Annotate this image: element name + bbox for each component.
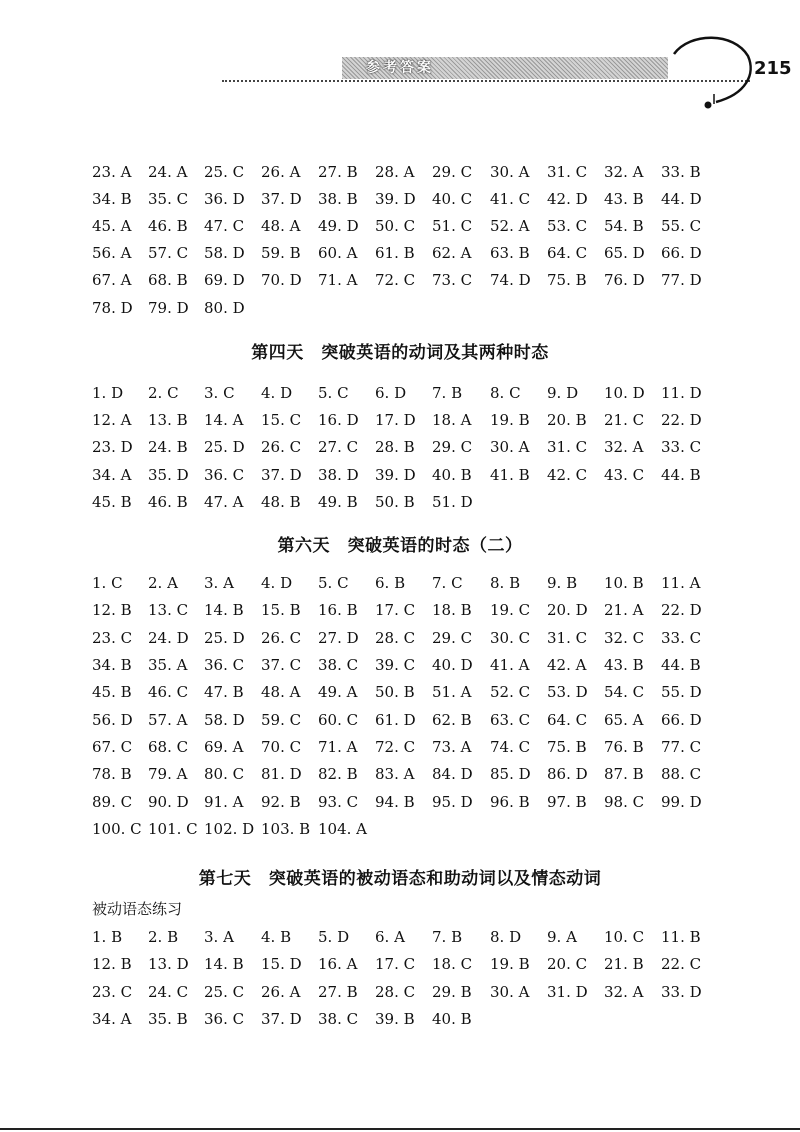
answer-item: 27. D xyxy=(318,629,359,647)
answer-item: 80. C xyxy=(204,765,245,783)
answer-item: 41. A xyxy=(490,656,530,674)
answer-item: 19. C xyxy=(490,601,531,619)
answer-item: 57. C xyxy=(148,244,189,262)
answer-item: 58. D xyxy=(204,244,245,262)
answer-row xyxy=(0,978,800,1006)
answer-item: 13. D xyxy=(148,955,189,973)
answer-item: 19. B xyxy=(490,411,530,429)
answer-item: 60. A xyxy=(318,244,358,262)
bottom-rule xyxy=(0,1128,800,1130)
answer-item: 45. B xyxy=(92,493,132,511)
answer-item: 97. B xyxy=(547,793,587,811)
answer-item: 27. B xyxy=(318,163,358,181)
answer-item: 16. D xyxy=(318,411,359,429)
answer-item: 24. C xyxy=(148,983,189,1001)
answer-item: 4. B xyxy=(261,928,292,946)
answer-item: 25. D xyxy=(204,438,245,456)
answer-item: 17. C xyxy=(375,601,416,619)
answer-item: 77. D xyxy=(661,271,702,289)
header-arc-ornament xyxy=(668,30,758,110)
answer-item: 56. D xyxy=(92,711,133,729)
answer-item: 67. A xyxy=(92,271,132,289)
answer-row xyxy=(0,788,800,816)
answer-item: 49. A xyxy=(318,683,358,701)
answer-item: 89. C xyxy=(92,793,133,811)
answer-item: 55. C xyxy=(661,217,702,235)
answer-item: 27. B xyxy=(318,983,358,1001)
answer-item: 13. C xyxy=(148,601,189,619)
answer-item: 33. D xyxy=(661,983,702,1001)
answer-row xyxy=(0,733,800,761)
answer-item: 95. D xyxy=(432,793,473,811)
answer-item: 47. C xyxy=(204,217,245,235)
answer-item: 13. B xyxy=(148,411,188,429)
answer-item: 1. D xyxy=(92,384,124,402)
answer-item: 37. D xyxy=(261,466,302,484)
answer-item: 37. D xyxy=(261,1010,302,1028)
answer-item: 44. B xyxy=(661,656,701,674)
answer-item: 66. D xyxy=(661,244,702,262)
answer-item: 7. C xyxy=(432,574,463,592)
answer-item: 25. D xyxy=(204,629,245,647)
answer-item: 62. B xyxy=(432,711,472,729)
answer-item: 63. B xyxy=(490,244,530,262)
answer-item: 1. B xyxy=(92,928,123,946)
answer-item: 70. D xyxy=(261,271,302,289)
answer-item: 18. A xyxy=(432,411,472,429)
answer-item: 14. B xyxy=(204,955,244,973)
answer-item: 12. B xyxy=(92,601,132,619)
answer-item: 38. C xyxy=(318,1010,359,1028)
answer-item: 98. C xyxy=(604,793,645,811)
answer-item: 71. A xyxy=(318,738,358,756)
answer-item: 46. B xyxy=(148,493,188,511)
answer-item: 92. B xyxy=(261,793,301,811)
answer-item: 103. B xyxy=(261,820,311,838)
answer-item: 73. A xyxy=(432,738,472,756)
answer-item: 60. C xyxy=(318,711,359,729)
answer-item: 23. C xyxy=(92,629,133,647)
answer-item: 20. C xyxy=(547,955,588,973)
answer-item: 31. D xyxy=(547,983,588,1001)
answer-item: 22. D xyxy=(661,411,702,429)
answer-item: 5. C xyxy=(318,574,349,592)
answer-item: 50. B xyxy=(375,493,415,511)
answer-item: 23. C xyxy=(92,983,133,1001)
answer-item: 9. B xyxy=(547,574,578,592)
answer-item: 49. D xyxy=(318,217,359,235)
answer-row xyxy=(0,185,800,213)
answer-item: 6. D xyxy=(375,384,407,402)
answer-item: 59. B xyxy=(261,244,301,262)
answer-item: 29. B xyxy=(432,983,472,1001)
answer-item: 14. B xyxy=(204,601,244,619)
answer-row xyxy=(0,923,800,951)
answer-row xyxy=(0,294,800,322)
answer-item: 26. C xyxy=(261,438,302,456)
answer-item: 46. B xyxy=(148,217,188,235)
answer-item: 8. D xyxy=(490,928,522,946)
answer-item: 54. C xyxy=(604,683,645,701)
answer-item: 36. C xyxy=(204,1010,245,1028)
answer-item: 75. B xyxy=(547,738,587,756)
answer-item: 50. C xyxy=(375,217,416,235)
answer-item: 39. D xyxy=(375,466,416,484)
answer-item: 39. D xyxy=(375,190,416,208)
answer-item: 9. D xyxy=(547,384,579,402)
answer-row xyxy=(0,760,800,788)
answer-item: 43. C xyxy=(604,466,645,484)
answer-item: 90. D xyxy=(148,793,189,811)
answer-item: 15. B xyxy=(261,601,301,619)
answer-item: 36. D xyxy=(204,190,245,208)
answer-item: 25. C xyxy=(204,163,245,181)
answer-item: 51. C xyxy=(432,217,473,235)
answer-item: 10. B xyxy=(604,574,644,592)
answer-item: 43. B xyxy=(604,190,644,208)
answer-item: 64. C xyxy=(547,244,588,262)
answer-item: 30. A xyxy=(490,438,530,456)
answer-item: 63. C xyxy=(490,711,531,729)
answer-item: 46. C xyxy=(148,683,189,701)
answer-item: 2. A xyxy=(148,574,178,592)
answer-item: 33. C xyxy=(661,438,702,456)
answer-item: 35. A xyxy=(148,656,188,674)
running-header-title: 参考答案 xyxy=(366,60,434,76)
answer-item: 59. C xyxy=(261,711,302,729)
answer-item: 20. D xyxy=(547,601,588,619)
answer-item: 10. C xyxy=(604,928,645,946)
answer-item: 48. A xyxy=(261,217,301,235)
answer-item: 87. B xyxy=(604,765,644,783)
answer-item: 93. C xyxy=(318,793,359,811)
answer-item: 49. B xyxy=(318,493,358,511)
answer-item: 81. D xyxy=(261,765,302,783)
answer-item: 7. B xyxy=(432,384,463,402)
answer-item: 74. C xyxy=(490,738,531,756)
answer-item: 94. B xyxy=(375,793,415,811)
answer-item: 42. C xyxy=(547,466,588,484)
answer-item: 82. B xyxy=(318,765,358,783)
answer-item: 104. A xyxy=(318,820,367,838)
answer-item: 36. C xyxy=(204,656,245,674)
answer-item: 35. C xyxy=(148,190,189,208)
answer-item: 77. C xyxy=(661,738,702,756)
answer-item: 69. D xyxy=(204,271,245,289)
answer-item: 45. B xyxy=(92,683,132,701)
answer-item: 35. B xyxy=(148,1010,188,1028)
answer-item: 17. D xyxy=(375,411,416,429)
answer-item: 78. B xyxy=(92,765,132,783)
answer-item: 1. C xyxy=(92,574,123,592)
answer-item: 96. B xyxy=(490,793,530,811)
answer-item: 15. D xyxy=(261,955,302,973)
answer-item: 24. D xyxy=(148,629,189,647)
answer-item: 34. A xyxy=(92,1010,132,1028)
answer-row xyxy=(0,239,800,267)
answer-item: 26. A xyxy=(261,163,301,181)
answer-item: 34. B xyxy=(92,656,132,674)
answer-item: 102. D xyxy=(204,820,255,838)
answer-item: 6. B xyxy=(375,574,406,592)
answer-item: 37. C xyxy=(261,656,302,674)
page-number: 215 xyxy=(754,58,792,79)
answer-item: 20. B xyxy=(547,411,587,429)
answer-item: 32. A xyxy=(604,983,644,1001)
answer-item: 79. A xyxy=(148,765,188,783)
answer-item: 9. A xyxy=(547,928,577,946)
answer-item: 29. C xyxy=(432,163,473,181)
answer-item: 18. C xyxy=(432,955,473,973)
answer-item: 5. C xyxy=(318,384,349,402)
answer-item: 38. C xyxy=(318,656,359,674)
answer-item: 40. D xyxy=(432,656,473,674)
answer-item: 11. A xyxy=(661,574,701,592)
answer-item: 30. A xyxy=(490,983,530,1001)
answer-item: 7. B xyxy=(432,928,463,946)
answer-item: 101. C xyxy=(148,820,198,838)
section-title: 第七天 突破英语的被动语态和助动词以及情态动词 xyxy=(198,869,602,889)
answer-item: 36. C xyxy=(204,466,245,484)
answer-item: 65. D xyxy=(604,244,645,262)
answer-item: 3. C xyxy=(204,384,235,402)
answer-item: 43. B xyxy=(604,656,644,674)
answer-item: 10. D xyxy=(604,384,645,402)
answer-row xyxy=(0,651,800,679)
answer-item: 30. C xyxy=(490,629,531,647)
answer-item: 41. B xyxy=(490,466,530,484)
answer-item: 85. D xyxy=(490,765,531,783)
answer-item: 74. D xyxy=(490,271,531,289)
answer-item: 28. A xyxy=(375,163,415,181)
answer-item: 18. B xyxy=(432,601,472,619)
answer-item: 30. A xyxy=(490,163,530,181)
answer-row xyxy=(0,266,800,294)
header-dot-icon xyxy=(705,102,712,109)
answer-item: 91. A xyxy=(204,793,244,811)
answer-item: 37. D xyxy=(261,190,302,208)
answer-item: 24. B xyxy=(148,438,188,456)
answer-item: 48. A xyxy=(261,683,301,701)
answer-item: 32. A xyxy=(604,438,644,456)
answer-item: 12. B xyxy=(92,955,132,973)
subsection-title: 被动语态练习 xyxy=(92,900,183,918)
answer-item: 57. A xyxy=(148,711,188,729)
answer-item: 28. C xyxy=(375,629,416,647)
answer-item: 86. D xyxy=(547,765,588,783)
answer-item: 79. D xyxy=(148,299,189,317)
answer-item: 8. B xyxy=(490,574,521,592)
answer-item: 48. B xyxy=(261,493,301,511)
answer-item: 8. C xyxy=(490,384,521,402)
answer-item: 69. A xyxy=(204,738,244,756)
answer-item: 72. C xyxy=(375,738,416,756)
answer-item: 31. C xyxy=(547,629,588,647)
answer-item: 27. C xyxy=(318,438,359,456)
answer-row xyxy=(0,212,800,240)
answer-item: 29. C xyxy=(432,438,473,456)
answer-item: 44. D xyxy=(661,190,702,208)
answer-item: 62. A xyxy=(432,244,472,262)
answer-item: 12. A xyxy=(92,411,132,429)
answer-item: 58. D xyxy=(204,711,245,729)
answer-item: 40. B xyxy=(432,1010,472,1028)
answer-row xyxy=(0,488,800,516)
answer-item: 22. D xyxy=(661,601,702,619)
answer-item: 51. A xyxy=(432,683,472,701)
answer-item: 16. B xyxy=(318,601,358,619)
answer-item: 54. B xyxy=(604,217,644,235)
answer-item: 76. D xyxy=(604,271,645,289)
answer-item: 39. C xyxy=(375,656,416,674)
answer-item: 71. A xyxy=(318,271,358,289)
answer-row xyxy=(0,1005,800,1033)
answer-item: 47. A xyxy=(204,493,244,511)
answer-item: 52. C xyxy=(490,683,531,701)
answer-row xyxy=(0,624,800,652)
answer-item: 70. C xyxy=(261,738,302,756)
answer-item: 32. C xyxy=(604,629,645,647)
answer-item: 76. B xyxy=(604,738,644,756)
answer-item: 40. C xyxy=(432,190,473,208)
answer-item: 66. D xyxy=(661,711,702,729)
answer-item: 23. D xyxy=(92,438,133,456)
answer-item: 34. B xyxy=(92,190,132,208)
answer-item: 25. C xyxy=(204,983,245,1001)
answer-item: 26. A xyxy=(261,983,301,1001)
answer-item: 33. C xyxy=(661,629,702,647)
answer-item: 51. D xyxy=(432,493,473,511)
answer-item: 55. D xyxy=(661,683,702,701)
answer-item: 100. C xyxy=(92,820,142,838)
answer-item: 68. C xyxy=(148,738,189,756)
answer-item: 2. C xyxy=(148,384,179,402)
answer-item: 41. C xyxy=(490,190,531,208)
answer-item: 19. B xyxy=(490,955,530,973)
answer-item: 65. A xyxy=(604,711,644,729)
answer-item: 16. A xyxy=(318,955,358,973)
answer-item: 14. A xyxy=(204,411,244,429)
answer-item: 21. B xyxy=(604,955,644,973)
answer-item: 23. A xyxy=(92,163,132,181)
answer-item: 15. C xyxy=(261,411,302,429)
answer-row xyxy=(0,950,800,978)
answer-row xyxy=(0,706,800,734)
answer-row xyxy=(0,406,800,434)
answer-item: 28. C xyxy=(375,983,416,1001)
answer-item: 78. D xyxy=(92,299,133,317)
answer-item: 21. A xyxy=(604,601,644,619)
answer-item: 45. A xyxy=(92,217,132,235)
answer-item: 31. C xyxy=(547,163,588,181)
answer-item: 17. C xyxy=(375,955,416,973)
answer-item: 11. B xyxy=(661,928,701,946)
answer-item: 38. B xyxy=(318,190,358,208)
answer-item: 88. C xyxy=(661,765,702,783)
answer-item: 68. B xyxy=(148,271,188,289)
answer-item: 61. D xyxy=(375,711,416,729)
answer-item: 42. D xyxy=(547,190,588,208)
answer-row xyxy=(0,815,800,843)
answer-item: 2. B xyxy=(148,928,179,946)
answer-item: 53. D xyxy=(547,683,588,701)
answer-item: 34. A xyxy=(92,466,132,484)
answer-item: 64. C xyxy=(547,711,588,729)
answer-item: 99. D xyxy=(661,793,702,811)
answer-item: 29. C xyxy=(432,629,473,647)
answer-item: 24. A xyxy=(148,163,188,181)
answer-item: 5. D xyxy=(318,928,350,946)
answer-item: 52. A xyxy=(490,217,530,235)
answer-item: 42. A xyxy=(547,656,587,674)
answer-item: 47. B xyxy=(204,683,244,701)
answer-item: 11. D xyxy=(661,384,702,402)
answer-row xyxy=(0,158,800,186)
answer-item: 80. D xyxy=(204,299,245,317)
section-title: 第四天 突破英语的动词及其两种时态 xyxy=(251,343,549,363)
answer-item: 39. B xyxy=(375,1010,415,1028)
answer-item: 72. C xyxy=(375,271,416,289)
section-title: 第六天 突破英语的时态（二） xyxy=(277,536,523,556)
answer-item: 56. A xyxy=(92,244,132,262)
answer-item: 61. B xyxy=(375,244,415,262)
answer-row xyxy=(0,379,800,407)
answer-row xyxy=(0,596,800,624)
answer-item: 3. A xyxy=(204,928,234,946)
answer-item: 73. C xyxy=(432,271,473,289)
answer-item: 4. D xyxy=(261,384,293,402)
answer-item: 50. B xyxy=(375,683,415,701)
answer-item: 31. C xyxy=(547,438,588,456)
answer-item: 67. C xyxy=(92,738,133,756)
answer-item: 84. D xyxy=(432,765,473,783)
answer-item: 26. C xyxy=(261,629,302,647)
answer-item: 40. B xyxy=(432,466,472,484)
answer-row xyxy=(0,569,800,597)
answer-item: 35. D xyxy=(148,466,189,484)
answer-row xyxy=(0,433,800,461)
answer-item: 21. C xyxy=(604,411,645,429)
answer-item: 75. B xyxy=(547,271,587,289)
answer-item: 44. B xyxy=(661,466,701,484)
answer-item: 53. C xyxy=(547,217,588,235)
answer-row xyxy=(0,461,800,489)
answer-item: 38. D xyxy=(318,466,359,484)
answer-item: 4. D xyxy=(261,574,293,592)
answer-item: 33. B xyxy=(661,163,701,181)
answer-item: 3. A xyxy=(204,574,234,592)
answer-item: 83. A xyxy=(375,765,415,783)
answer-item: 22. C xyxy=(661,955,702,973)
answer-row xyxy=(0,678,800,706)
answer-item: 6. A xyxy=(375,928,405,946)
answer-item: 28. B xyxy=(375,438,415,456)
answer-item: 32. A xyxy=(604,163,644,181)
